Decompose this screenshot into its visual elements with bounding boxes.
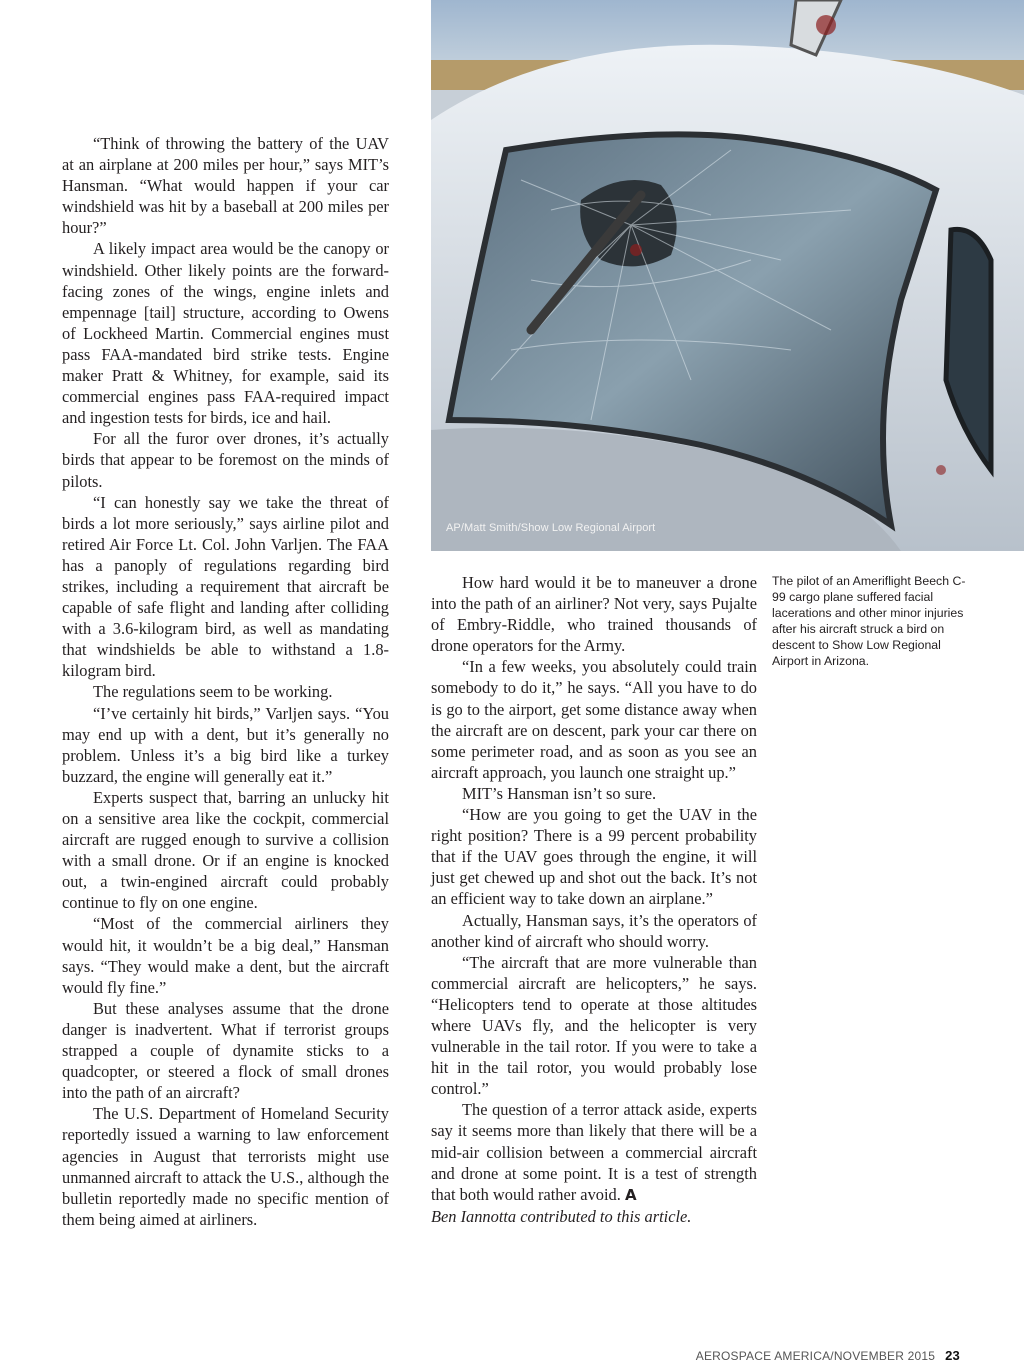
publication-name: AEROSPACE AMERICA/NOVEMBER 2015 xyxy=(695,1349,936,1363)
paragraph: “The aircraft that are more vulnerable than commercial aircraft are helicopters,” he says. “Helicopters tend to operate at those altitudes where UAVs fly, and the helicopter is very vulnerable in the tail rotor. If you were to take a hit in the tail rotor, you would probably lose control.” xyxy=(431,952,757,1099)
paragraph: “Most of the commercial airliners they would hit, it wouldn’t be a big deal,” Hansman says. “They would make a dent, but the aircraft would fly fine.” xyxy=(62,914,389,997)
paragraph: “In a few weeks, you absolutely could train somebody to do it,” he says. “All you have to do is go to the airport, get some distance away when the aircraft are on descent, park your car there on some perimeter road, and as soon as you see an aircraft approach, you launch one straight up.” xyxy=(431,657,757,782)
paragraph: For all the furor over drones, it’s actually birds that appear to be foremost on the minds of pilots. xyxy=(62,429,389,491)
paragraph: “How are you going to get the UAV in the right position? There is a 99 percent probability that if the UAV goes through the engine, it will just get chewed up and shot out the back. It’s not an efficient way to take down an airplane.” xyxy=(431,805,757,909)
paragraph: Experts suspect that, barring an unlucky hit on a sensitive area like the cockpit, commercial aircraft are rugged enough to survive a collision with a small drone. Or if an engine is knocked out, a twin-engined aircraft could probably continue to fly on one engine. xyxy=(62,787,389,913)
paragraph: How hard would it be to maneuver a drone into the path of an airliner? Not very, says Pujalte of Embry-Riddle, who trained thousands of drone operators for the Army. xyxy=(431,573,757,656)
cockpit-windshield-photo xyxy=(431,0,1024,551)
last-paragraph-text: The question of a terror attack aside, experts say it seems more than likely that there will be a mid-air collision between a commercial aircraft and drone at some point. It is a test of strength that both would rather avoid. xyxy=(431,1100,757,1204)
paragraph: A likely impact area would be the canopy or windshield. Other likely points are the forward-facing zones of the wings, engine inlets and empennage [tail] structure, according to Owens of Lockheed Martin. Commercial engines must pass FAA-mandated bird strike tests. Engine maker Pratt & Whitney, for example, said its commercial engines pass FAA-required impact and ingestion tests for birds, ice and hail. xyxy=(62,239,389,428)
left-text-column xyxy=(62,133,389,1230)
paragraph: The U.S. Department of Homeland Security reportedly issued a warning to law enforcement agencies in August that terrorists might use unmanned aircraft to attack the U.S., although the bulletin reportedly made no specific mention of them being aimed at airliners. xyxy=(62,1104,389,1229)
end-mark-icon: A xyxy=(624,1185,637,1204)
paragraph: The regulations seem to be working. xyxy=(93,682,333,702)
paragraph: “I can honestly say we take the threat of birds a lot more seriously,” says airline pilot and retired Air Force Lt. Col. John Varljen. The FAA has a panoply of regulations regarding bird strikes, including a requirement that aircraft be capable of safe flight and landing after colliding with a 3.6-kilogram bird, as well as mandating that windshields be able to withstand a 1.8-kilogram bird. xyxy=(62,492,389,681)
byline: Ben Iannotta contributed to this article. xyxy=(431,1206,692,1226)
paragraph: “Think of throwing the battery of the UAV at an airplane at 200 miles per hour,” says MIT’s Hansman. “What would happen if your car windshield was hit by a baseball at 200 miles per hour?” xyxy=(62,134,389,238)
middle-text-column xyxy=(431,572,757,1227)
paragraph xyxy=(431,1099,757,1205)
page-number: 23 xyxy=(945,1348,960,1363)
paragraph: MIT’s Hansman isn’t so sure. xyxy=(462,783,657,803)
paragraph: “I’ve certainly hit birds,” Varljen says. “You may end up with a dent, but it’s generally no problem. Unless it’s a big bird like a turkey buzzard, the engine will generally eat it.” xyxy=(62,703,389,786)
paragraph: But these analyses assume that the drone danger is inadvertent. What if terrorist groups strapped a couple of dynamite sticks to a quadcopter, or steered a flock of small drones into the path of an aircraft? xyxy=(62,998,389,1103)
page-footer xyxy=(696,1348,960,1363)
paragraph: Actually, Hansman says, it’s the operators of another kind of aircraft who should worry. xyxy=(431,910,757,951)
photo-credit: AP/Matt Smith/Show Low Regional Airport xyxy=(446,522,656,534)
photo-caption: The pilot of an Ameriflight Beech C-99 cargo plane suffered facial lacerations and other minor injuries after his aircraft struck a bird on descent to Show Low Regional Airport in Arizona. xyxy=(772,574,966,668)
